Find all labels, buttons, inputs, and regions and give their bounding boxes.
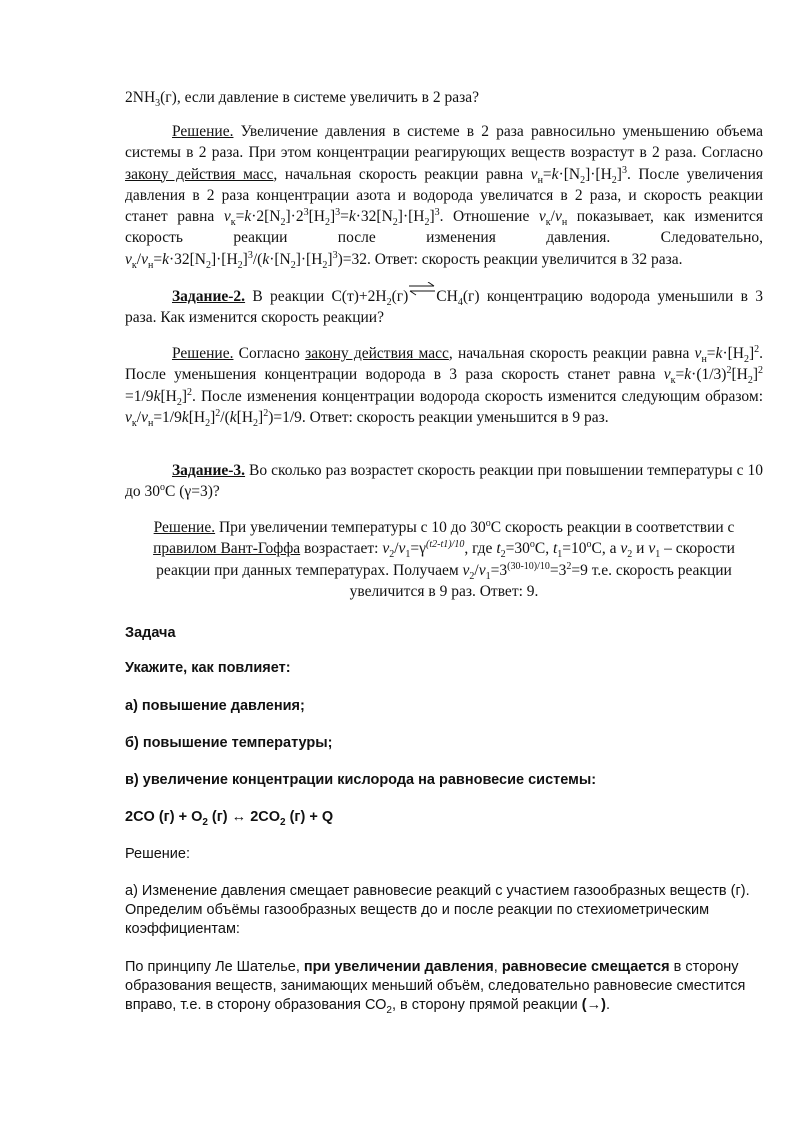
solution-2: Решение. Согласно закону действия масс, начальная скорость реакции равна $v_н=k\cdot[H_2]^2$. После уменьшения концентрации водорода в 3 раза скорость станет равна $v_к=k\cdot(1/3)^2[H_2]^2 =1/9k[H_2]^2$. После изменения концентрации водорода скорость изменится следующим образом: $v_к/v_н=1/9k[H_2]^2/(k[H_2]^2)=1/9$. Ответ: скорость реакции уменьшится в 9 раз. bbox=[125, 343, 764, 429]
solution-3: Решение. При увеличении температуры с 10 до 30$^o$С скорость реакции в соответствии с правилом Вант-Гоффа возрастает: $v_2/v_1=\gamma^{(t2-t1)/10}$, где $t_2=30^oС$, $t_1=10^oС$, а $v_2$ и $v_1$ – скорости реакции при данных температурах. Получаем $v_2/v_1=3^{(30-10)/10}=3^2=9$ т.е. скорость реакции увеличится в 9 раз. Ответ: 9. bbox=[153, 517, 735, 600]
solution-label: Решение. bbox=[172, 345, 234, 362]
equilibrium-arrows-icon bbox=[408, 286, 436, 298]
task-3-label: Задание-3. bbox=[172, 462, 246, 479]
item-b: б) повышение температуры; bbox=[125, 735, 333, 751]
solution-heading: Решение: bbox=[125, 846, 190, 862]
le-chatelier-paragraph: По принципу Ле Шателье, при увеличении давления, равновесие смещается в сторону образования веществ, занимающих меньший объём, следовательно равновесие сместится вправо, т.е. в сторону образования $СО_2$, в сторону прямой реакции (→). bbox=[125, 959, 746, 1016]
item-a: а) повышение давления; bbox=[125, 698, 305, 714]
task-question: Укажите, как повлияет: bbox=[125, 660, 291, 676]
law-link: закону действия масс bbox=[305, 345, 449, 362]
vant-hoff-link: правилом Вант-Гоффа bbox=[153, 540, 301, 558]
reversible-arrow-icon: ↔ bbox=[231, 809, 247, 825]
task-2: Задание-2. В реакции $С(т)+2H_2(г)$ $CH_4(г)$ концентрацию водорода уменьшили в 3 раза. Как изменится скорость реакции? bbox=[125, 286, 763, 329]
task-3: Задание-3. Во сколько раз возрастет скорость реакции при повышении температуры с 10 до 30$^o$С (γ=3)? bbox=[125, 462, 763, 501]
question-end: $2NH_3(г)$, если давление в системе увеличить в 2 раза? bbox=[125, 89, 479, 110]
solution-label: Решение. bbox=[172, 123, 234, 140]
answer-a: а) Изменение давления смещает равновесие реакций с участием газообразных веществ (г). Определим объёмы газообразных веществ до и после реакции по стехиометрическим коэффициентам: bbox=[125, 883, 750, 937]
solution-1: Решение. Увеличение давления в системе в 2 раза равносильно уменьшению объема системы в 2 раза. При этом концентрации реагирующих веществ возрастут в 2 раза. Согласно закону действия масс, начальная скорость реакции равна $v_н=k\cdot[N_2]\cdot[H_2]^3$. После увеличения давления в 2 раза концентрации азота и водорода увеличатся в 2 раза, и скорость реакции станет равна $v_к=k\cdot 2[N_2]\cdot 2^3[H_2]^3=k\cdot 32[N_2]\cdot[H_2]^3$. Отношение $v_к/v_н$ показывает, как изменится скорость реакции после изменения давления. Следовательно, $v_к/v_н=k\cdot 32[N_2]\cdot[H_2]^3/(k\cdot[N_2]\cdot[H_2]^3)=32$. Ответ: скорость реакции увеличится в 32 раза. bbox=[125, 123, 764, 271]
solution-label: Решение. bbox=[153, 519, 216, 536]
task-heading: Задача bbox=[125, 625, 176, 641]
task-2-label: Задание-2. bbox=[172, 288, 246, 305]
law-link: закону действия масс bbox=[125, 165, 274, 183]
item-c: в) увеличение концентрации кислорода на равновесие системы: bbox=[125, 772, 597, 788]
reaction-equation: 2CO $(г) + O_2$ (г) ↔ $2CO_2$ (г) + Q bbox=[125, 809, 334, 828]
